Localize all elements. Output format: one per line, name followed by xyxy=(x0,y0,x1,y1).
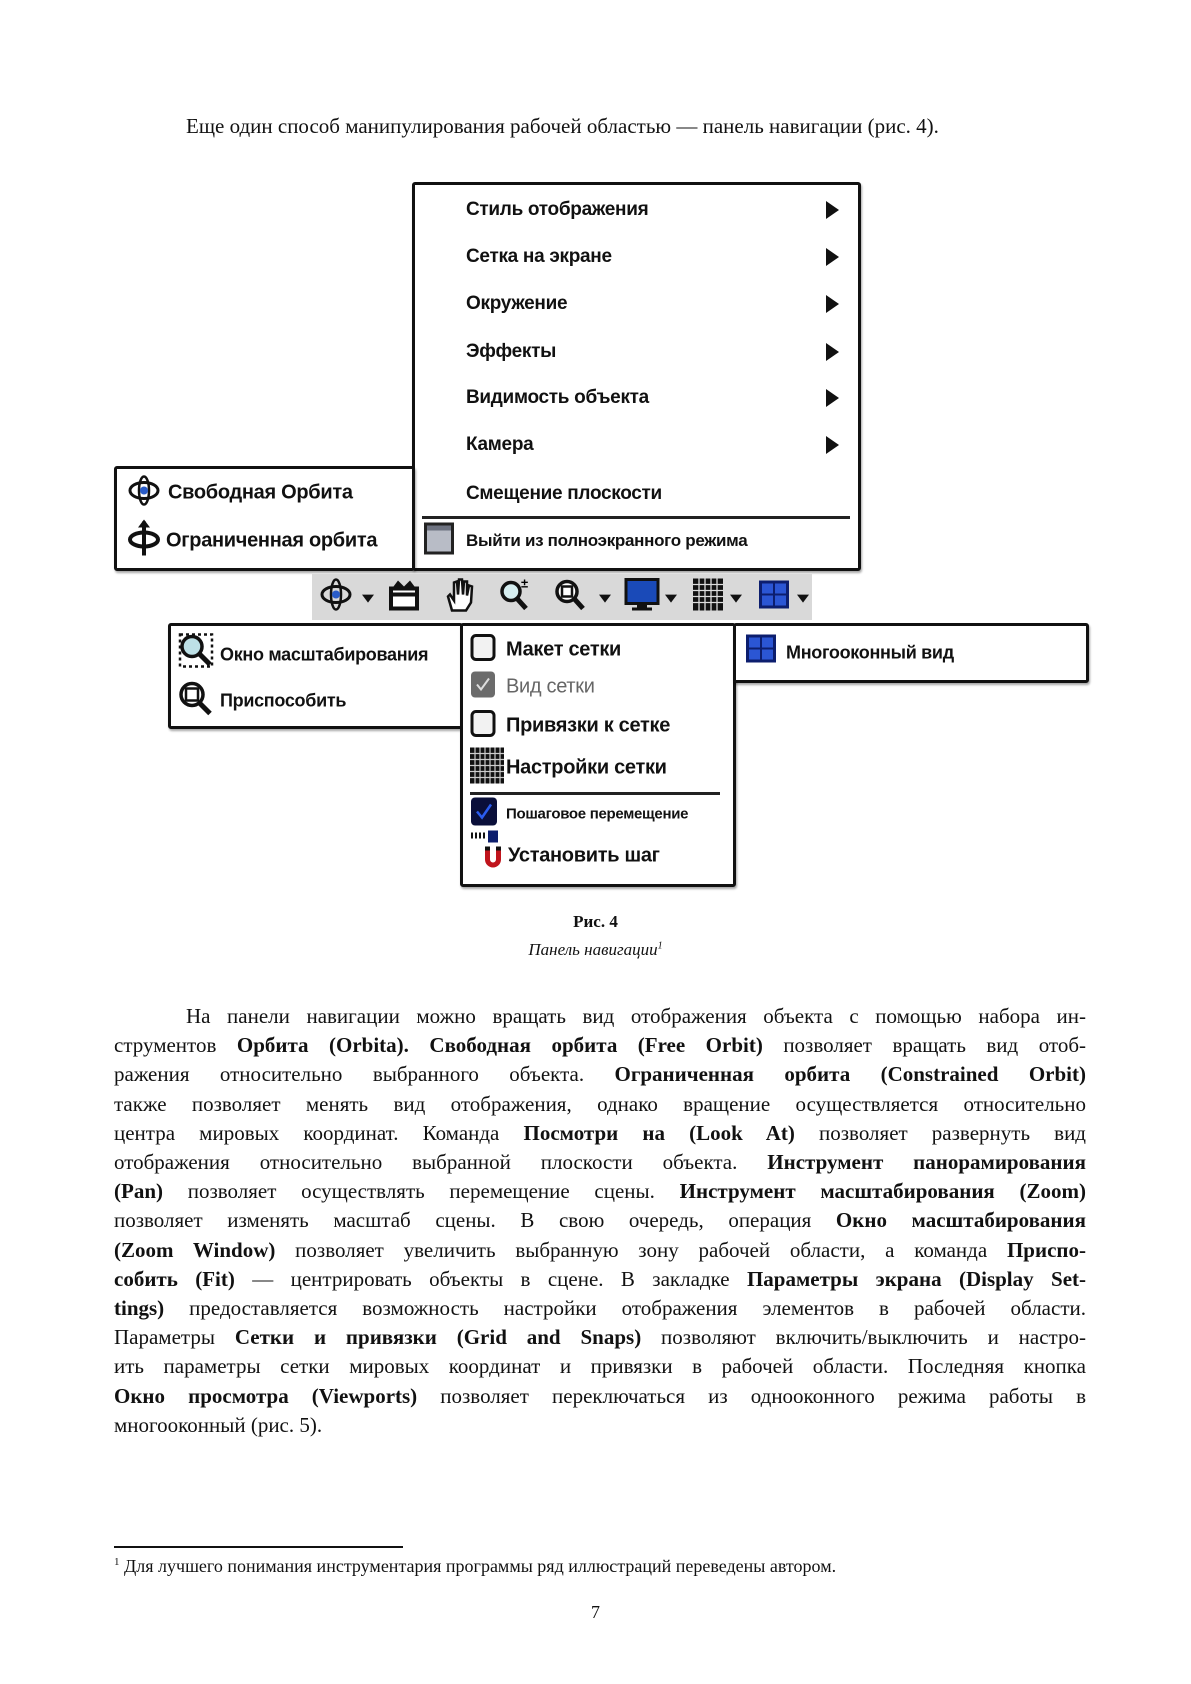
viewports-dropdown-arrow-icon[interactable] xyxy=(797,595,809,603)
text-run: ражения относительно выбранного объекта. xyxy=(114,1062,615,1087)
bold-term: Сетки и привязки (Grid and Snaps) xyxy=(234,1325,642,1350)
navigation-toolbar xyxy=(312,574,812,620)
fit-icon xyxy=(178,681,214,722)
look-at-icon[interactable] xyxy=(388,579,420,616)
checkbox-checked-disabled-icon xyxy=(470,671,496,704)
bold-term: Инструмент масштабирования (Zoom) xyxy=(679,1179,1086,1204)
text-run: многооконный (рис. 5). xyxy=(114,1412,323,1437)
menu-item-plane-offset[interactable]: Смещение плоскости xyxy=(466,483,662,504)
free-orbit-icon xyxy=(126,473,162,514)
pan-hand-icon[interactable] xyxy=(444,577,476,618)
zoom-icon[interactable] xyxy=(498,578,532,617)
bold-term: собить (Fit) xyxy=(114,1266,235,1291)
text-run: позволяет осуществлять перемещение сцены. xyxy=(163,1179,680,1204)
menu-item-grid-view: Вид сетки xyxy=(506,675,595,698)
display-settings-menu xyxy=(412,182,861,571)
menu-item-grid-snaps[interactable]: Привязки к сетке xyxy=(506,714,671,737)
menu-item-display-style[interactable]: Стиль отображения xyxy=(466,199,649,220)
footnote-text: Для лучшего понимания инструментария программы ряд иллюстраций переведены автором. xyxy=(124,1556,837,1576)
bold-term: Ограниченная орбита (Constrained Orbit) xyxy=(614,1062,1086,1087)
body-text-line xyxy=(114,1352,1086,1381)
footnote-mark: 1 xyxy=(114,1556,120,1568)
menu-item-object-visibility[interactable]: Видимость объекта xyxy=(466,387,649,408)
text-run: также позволяет менять вид отображения, однако вращение осуществляется относительно xyxy=(114,1091,1086,1116)
body-text-line xyxy=(114,1060,1086,1089)
grid-settings-icon xyxy=(470,748,504,789)
orbit-dropdown-arrow-icon[interactable] xyxy=(362,595,374,603)
grid-icon[interactable] xyxy=(692,578,724,617)
viewports-icon xyxy=(745,634,777,669)
zoom-dropdown-arrow-icon[interactable] xyxy=(599,595,611,603)
magnet-step-icon xyxy=(470,830,504,875)
fit-icon[interactable] xyxy=(554,578,588,617)
body-text-line xyxy=(114,1148,1086,1177)
menu-item-camera[interactable]: Камера xyxy=(466,434,534,455)
menu-separator xyxy=(422,516,850,519)
bold-term: Окно масштабирования xyxy=(835,1208,1086,1233)
orbit-icon[interactable] xyxy=(319,577,353,618)
body-text-line xyxy=(114,1119,1086,1148)
body-text-line xyxy=(114,1265,1086,1294)
figure-caption xyxy=(0,940,1191,960)
menu-item-fit[interactable]: Приспособить xyxy=(220,690,347,711)
menu-item-screen-grid[interactable]: Сетка на экране xyxy=(466,246,612,267)
bold-term: Окно просмотра (Viewports) xyxy=(114,1383,418,1408)
body-text-line xyxy=(114,1031,1086,1060)
text-run: позволяет увеличить выбранную зону рабочей области, а команда xyxy=(275,1237,1007,1262)
menu-item-step-move[interactable]: Пошаговое перемещение xyxy=(506,805,689,823)
bold-term: Свободная орбита (Free Orbit) xyxy=(429,1033,763,1058)
menu-item-set-step[interactable]: Установить шаг xyxy=(508,844,660,867)
text-run: позволяет развернуть вид xyxy=(794,1120,1086,1145)
body-paragraph xyxy=(114,1002,1086,1440)
bold-term: (Pan) xyxy=(114,1179,163,1204)
menu-item-grid-settings[interactable]: Настройки сетки xyxy=(506,756,667,779)
fullscreen-window-icon xyxy=(424,523,454,560)
bold-term: Орбита (Orbita). xyxy=(236,1033,409,1058)
menu-item-zoom-window[interactable]: Окно масштабирования xyxy=(220,644,429,665)
checkbox-unchecked-icon[interactable] xyxy=(470,634,496,667)
body-text-line xyxy=(114,1206,1086,1235)
menu-item-grid-layout[interactable]: Макет сетки xyxy=(506,638,622,661)
display-dropdown-arrow-icon[interactable] xyxy=(665,595,677,603)
viewports-icon[interactable] xyxy=(758,580,790,615)
menu-item-exit-fullscreen[interactable]: Выйти из полноэкранного режима xyxy=(466,531,748,550)
menu-item-effects[interactable]: Эффекты xyxy=(466,341,557,362)
checkbox-unchecked-icon[interactable] xyxy=(470,710,496,743)
body-text-line xyxy=(114,1236,1086,1265)
text-run: предоставляется возможность настройки отображения элементов в рабочей области. xyxy=(164,1296,1086,1321)
submenu-arrow-icon xyxy=(826,295,839,313)
zoom-window-icon xyxy=(178,633,214,674)
intro-paragraph: Еще один способ манипулирования рабочей областью — панель навигации (рис. 4). xyxy=(186,114,939,138)
text-run: позволяет переключаться из однооконного режима работы в xyxy=(417,1383,1086,1408)
body-text-line xyxy=(114,1323,1086,1352)
text-run: — центрировать объекты в сцене. В закладке xyxy=(234,1266,747,1291)
constrained-orbit-icon xyxy=(126,520,162,563)
body-text-line xyxy=(114,1177,1086,1206)
footnote-reference: 1 xyxy=(657,940,663,952)
text-run: центра мировых координат. Команда xyxy=(114,1120,524,1145)
checkbox-checked-icon[interactable] xyxy=(470,797,498,832)
menu-separator xyxy=(470,792,720,795)
display-settings-icon[interactable] xyxy=(624,578,660,617)
menu-item-constrained-orbit[interactable]: Ограниченная орбита xyxy=(166,529,378,552)
submenu-arrow-icon xyxy=(826,201,839,219)
text-run xyxy=(409,1033,429,1057)
submenu-arrow-icon xyxy=(826,436,839,454)
text-run: отображения относительно выбранной плоскости объекта. xyxy=(114,1150,768,1175)
body-text-line xyxy=(114,1411,1086,1440)
text-run: позволяют включить/выключить и настро- xyxy=(641,1325,1086,1350)
page-number: 7 xyxy=(591,1602,600,1622)
text-run: На панели навигации можно вращать вид отображения объекта с помощью набора ин- xyxy=(186,1004,1086,1028)
bold-term: Приспо- xyxy=(1006,1237,1086,1262)
footnote xyxy=(114,1556,836,1577)
text-run: позволяет изменять масштаб сцены. В свою очередь, операция xyxy=(114,1208,836,1233)
figure-caption-title: Панель навигации xyxy=(528,940,658,959)
text-run: струментов xyxy=(114,1033,237,1058)
menu-item-multi-viewport[interactable]: Многооконный вид xyxy=(786,642,954,663)
bold-term: Посмотри на (Look At) xyxy=(523,1120,795,1145)
footnote-divider xyxy=(114,1546,403,1548)
svg-text:±: ± xyxy=(521,577,529,591)
figure-number: Рис. 4 xyxy=(573,912,618,931)
grid-dropdown-arrow-icon[interactable] xyxy=(730,595,742,603)
bold-term: Параметры экрана (Display Set- xyxy=(746,1266,1086,1291)
bold-term: tings) xyxy=(114,1296,165,1321)
menu-item-free-orbit[interactable]: Свободная Орбита xyxy=(168,481,353,504)
body-text-line xyxy=(114,1090,1086,1119)
body-text-line xyxy=(114,1294,1086,1323)
text-run: Параметры xyxy=(114,1325,235,1350)
submenu-arrow-icon xyxy=(826,389,839,407)
body-text-line xyxy=(114,1382,1086,1411)
bold-term: Инструмент панорамирования xyxy=(767,1150,1086,1175)
submenu-arrow-icon xyxy=(826,343,839,361)
menu-item-environment[interactable]: Окружение xyxy=(466,293,568,314)
text-run: ить параметры сетки мировых координат и привязки в рабочей области. Последняя кнопка xyxy=(114,1354,1086,1379)
text-run: позволяет вращать вид отоб- xyxy=(762,1033,1087,1058)
bold-term: (Zoom Window) xyxy=(114,1237,276,1262)
body-text-line xyxy=(114,1002,1086,1031)
submenu-arrow-icon xyxy=(826,248,839,266)
